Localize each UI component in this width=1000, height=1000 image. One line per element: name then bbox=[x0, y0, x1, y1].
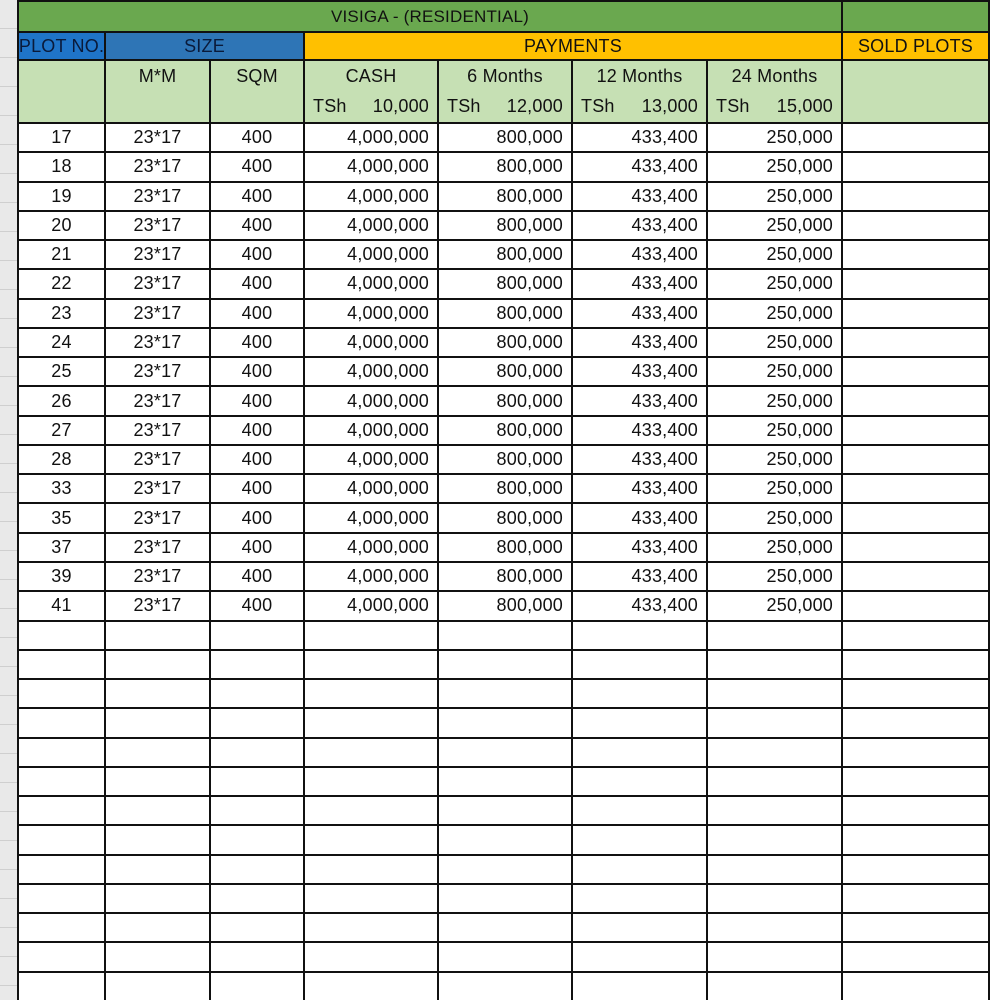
cell-6-months[interactable]: 800,000 bbox=[439, 124, 573, 153]
cell-sold-plots[interactable] bbox=[843, 124, 990, 153]
cell-sold-plots[interactable] bbox=[843, 651, 990, 680]
cell-mm[interactable] bbox=[106, 826, 211, 855]
cell-6-months[interactable]: 800,000 bbox=[439, 183, 573, 212]
cell-24-months[interactable] bbox=[708, 680, 843, 709]
cell-6-months[interactable] bbox=[439, 856, 573, 885]
cell-mm[interactable]: 23*17 bbox=[106, 183, 211, 212]
cell-6-months[interactable] bbox=[439, 943, 573, 972]
cell-12-months[interactable]: 433,400 bbox=[573, 504, 708, 533]
cell-plot-no[interactable]: 28 bbox=[17, 446, 106, 475]
cell-sold-plots[interactable] bbox=[843, 856, 990, 885]
cell-mm[interactable]: 23*17 bbox=[106, 563, 211, 592]
cell-12-months[interactable] bbox=[573, 797, 708, 826]
cell-12-months[interactable] bbox=[573, 856, 708, 885]
cell-sqm[interactable] bbox=[211, 885, 305, 914]
cell-6-months[interactable] bbox=[439, 709, 573, 738]
cell-sold-plots[interactable] bbox=[843, 768, 990, 797]
cell-sqm[interactable] bbox=[211, 651, 305, 680]
cell-cash[interactable]: 4,000,000 bbox=[305, 300, 439, 329]
cell-cash[interactable] bbox=[305, 826, 439, 855]
cell-mm[interactable] bbox=[106, 914, 211, 943]
cell-plot-no[interactable]: 23 bbox=[17, 300, 106, 329]
cell-sold-plots[interactable] bbox=[843, 300, 990, 329]
subheader-cash[interactable]: CASH bbox=[305, 61, 439, 91]
cell-sqm[interactable]: 400 bbox=[211, 417, 305, 446]
cell-plot-no[interactable]: 35 bbox=[17, 504, 106, 533]
cell-6-months[interactable]: 800,000 bbox=[439, 534, 573, 563]
cell-plot-no[interactable] bbox=[17, 856, 106, 885]
cell-sold-plots[interactable] bbox=[843, 563, 990, 592]
cell-plot-no[interactable]: 18 bbox=[17, 153, 106, 182]
cell-24-months[interactable]: 250,000 bbox=[708, 475, 843, 504]
cell-24-months[interactable] bbox=[708, 826, 843, 855]
cell-cash[interactable]: 4,000,000 bbox=[305, 446, 439, 475]
cell-12-months[interactable] bbox=[573, 768, 708, 797]
cell-cash[interactable] bbox=[305, 680, 439, 709]
spreadsheet-grid bbox=[17, 0, 990, 1000]
cell-sqm[interactable] bbox=[211, 709, 305, 738]
cell-12-months[interactable]: 433,400 bbox=[573, 358, 708, 387]
cell-sold-plots[interactable] bbox=[843, 622, 990, 651]
cell-sqm[interactable] bbox=[211, 680, 305, 709]
cell-cash[interactable]: 4,000,000 bbox=[305, 183, 439, 212]
cell-cash[interactable]: 4,000,000 bbox=[305, 417, 439, 446]
cell-mm[interactable]: 23*17 bbox=[106, 212, 211, 241]
cell-12-months[interactable]: 433,400 bbox=[573, 592, 708, 621]
cell-plot-no[interactable] bbox=[17, 651, 106, 680]
cell-12-months[interactable]: 433,400 bbox=[573, 124, 708, 153]
cell-6-months[interactable]: 800,000 bbox=[439, 300, 573, 329]
cell-sold-plots[interactable] bbox=[843, 475, 990, 504]
subheader-12-months[interactable]: 12 Months bbox=[573, 61, 708, 91]
cell-plot-no[interactable] bbox=[17, 622, 106, 651]
cell-plot-no[interactable]: 41 bbox=[17, 592, 106, 621]
cell-24-months[interactable]: 250,000 bbox=[708, 534, 843, 563]
cell-sqm[interactable]: 400 bbox=[211, 504, 305, 533]
cell-plot-no[interactable]: 25 bbox=[17, 358, 106, 387]
cell-24-months[interactable] bbox=[708, 739, 843, 768]
cell-6-months[interactable]: 800,000 bbox=[439, 387, 573, 416]
cell-sqm[interactable] bbox=[211, 797, 305, 826]
cell-sold-plots[interactable] bbox=[843, 973, 990, 1000]
subheader-24-months[interactable]: 24 Months bbox=[708, 61, 843, 91]
cell-cash[interactable]: 4,000,000 bbox=[305, 153, 439, 182]
cell-sold-plots[interactable] bbox=[843, 183, 990, 212]
subheader-plot-blank[interactable] bbox=[17, 61, 106, 91]
cell-plot-no[interactable] bbox=[17, 768, 106, 797]
cell-cash[interactable] bbox=[305, 973, 439, 1000]
cell-24-months[interactable] bbox=[708, 914, 843, 943]
cell-cash[interactable]: 4,000,000 bbox=[305, 212, 439, 241]
cell-sold-plots[interactable] bbox=[843, 885, 990, 914]
rate-12-months[interactable] bbox=[573, 91, 708, 124]
cell-12-months[interactable] bbox=[573, 943, 708, 972]
cell-mm[interactable]: 23*17 bbox=[106, 387, 211, 416]
cell-sold-plots[interactable] bbox=[843, 270, 990, 299]
rate-value: 12,000 bbox=[506, 96, 563, 116]
cell-24-months[interactable]: 250,000 bbox=[708, 387, 843, 416]
rate-6-months[interactable] bbox=[439, 91, 573, 124]
cell-12-months[interactable] bbox=[573, 826, 708, 855]
cell-6-months[interactable]: 800,000 bbox=[439, 358, 573, 387]
cell-sqm[interactable]: 400 bbox=[211, 300, 305, 329]
cell-mm[interactable] bbox=[106, 973, 211, 1000]
cell-6-months[interactable]: 800,000 bbox=[439, 475, 573, 504]
cell-sqm[interactable]: 400 bbox=[211, 475, 305, 504]
cell-6-months[interactable]: 800,000 bbox=[439, 241, 573, 270]
cell-mm[interactable]: 23*17 bbox=[106, 358, 211, 387]
cell-sqm[interactable] bbox=[211, 622, 305, 651]
cell-cash[interactable] bbox=[305, 768, 439, 797]
cell-12-months[interactable]: 433,400 bbox=[573, 300, 708, 329]
cell-24-months[interactable]: 250,000 bbox=[708, 358, 843, 387]
cell-12-months[interactable]: 433,400 bbox=[573, 446, 708, 475]
subheader-mm[interactable]: M*M bbox=[106, 61, 211, 91]
cell-sqm[interactable] bbox=[211, 943, 305, 972]
cell-plot-no[interactable]: 17 bbox=[17, 124, 106, 153]
header-payments[interactable]: PAYMENTS bbox=[305, 33, 843, 61]
cell-12-months[interactable]: 433,400 bbox=[573, 475, 708, 504]
cell-mm[interactable]: 23*17 bbox=[106, 534, 211, 563]
cell-plot-no[interactable] bbox=[17, 739, 106, 768]
cell-sqm[interactable]: 400 bbox=[211, 212, 305, 241]
cell-sold-plots[interactable] bbox=[843, 446, 990, 475]
rate-plot-blank[interactable] bbox=[17, 91, 106, 124]
subheader-sold-blank[interactable] bbox=[843, 61, 990, 91]
cell-sqm[interactable]: 400 bbox=[211, 270, 305, 299]
cell-plot-no[interactable]: 27 bbox=[17, 417, 106, 446]
rate-value: 15,000 bbox=[776, 96, 833, 116]
cell-12-months[interactable]: 433,400 bbox=[573, 329, 708, 358]
header-plot-no[interactable]: PLOT NO. bbox=[17, 33, 106, 61]
cell-sqm[interactable]: 400 bbox=[211, 183, 305, 212]
cell-mm[interactable]: 23*17 bbox=[106, 270, 211, 299]
rate-value: 13,000 bbox=[641, 96, 698, 116]
cell-sold-plots[interactable] bbox=[843, 417, 990, 446]
cell-6-months[interactable] bbox=[439, 826, 573, 855]
cell-cash[interactable]: 4,000,000 bbox=[305, 475, 439, 504]
currency-label: TSh bbox=[447, 96, 481, 116]
cell-12-months[interactable]: 433,400 bbox=[573, 212, 708, 241]
cell-24-months[interactable] bbox=[708, 856, 843, 885]
cell-12-months[interactable]: 433,400 bbox=[573, 417, 708, 446]
rate-mm-blank[interactable] bbox=[106, 91, 211, 124]
cell-sold-plots[interactable] bbox=[843, 358, 990, 387]
cell-sold-plots[interactable] bbox=[843, 504, 990, 533]
currency-label: TSh bbox=[313, 96, 347, 116]
cell-sold-plots[interactable] bbox=[843, 592, 990, 621]
cell-sold-plots[interactable] bbox=[843, 387, 990, 416]
cell-mm[interactable]: 23*17 bbox=[106, 300, 211, 329]
cell-12-months[interactable]: 433,400 bbox=[573, 534, 708, 563]
cell-12-months[interactable] bbox=[573, 885, 708, 914]
cell-12-months[interactable] bbox=[573, 651, 708, 680]
cell-mm[interactable] bbox=[106, 885, 211, 914]
header-sold-plots[interactable]: SOLD PLOTS bbox=[843, 33, 990, 61]
cell-12-months[interactable]: 433,400 bbox=[573, 270, 708, 299]
cell-sqm[interactable] bbox=[211, 739, 305, 768]
cell-6-months[interactable]: 800,000 bbox=[439, 270, 573, 299]
cell-12-months[interactable] bbox=[573, 680, 708, 709]
cell-6-months[interactable]: 800,000 bbox=[439, 592, 573, 621]
cell-mm[interactable] bbox=[106, 943, 211, 972]
cell-12-months[interactable]: 433,400 bbox=[573, 387, 708, 416]
cell-sold-plots[interactable] bbox=[843, 739, 990, 768]
cell-mm[interactable] bbox=[106, 797, 211, 826]
cell-cash[interactable] bbox=[305, 739, 439, 768]
rate-sold-blank[interactable] bbox=[843, 91, 990, 124]
cell-24-months[interactable]: 250,000 bbox=[708, 183, 843, 212]
cell-24-months[interactable] bbox=[708, 885, 843, 914]
cell-cash[interactable]: 4,000,000 bbox=[305, 270, 439, 299]
cell-sold-plots[interactable] bbox=[843, 680, 990, 709]
cell-plot-no[interactable] bbox=[17, 797, 106, 826]
cell-mm[interactable]: 23*17 bbox=[106, 504, 211, 533]
cell-24-months[interactable]: 250,000 bbox=[708, 417, 843, 446]
currency-label: TSh bbox=[581, 96, 615, 116]
cell-6-months[interactable] bbox=[439, 651, 573, 680]
cell-cash[interactable]: 4,000,000 bbox=[305, 358, 439, 387]
cell-cash[interactable]: 4,000,000 bbox=[305, 124, 439, 153]
cell-6-months[interactable]: 800,000 bbox=[439, 563, 573, 592]
cell-mm[interactable]: 23*17 bbox=[106, 329, 211, 358]
cell-cash[interactable] bbox=[305, 622, 439, 651]
rate-value: 10,000 bbox=[372, 96, 429, 116]
cell-cash[interactable]: 4,000,000 bbox=[305, 563, 439, 592]
cell-6-months[interactable]: 800,000 bbox=[439, 504, 573, 533]
cell-sold-plots[interactable] bbox=[843, 826, 990, 855]
cell-6-months[interactable]: 800,000 bbox=[439, 212, 573, 241]
cell-mm[interactable]: 23*17 bbox=[106, 124, 211, 153]
cell-mm[interactable] bbox=[106, 709, 211, 738]
cell-24-months[interactable] bbox=[708, 709, 843, 738]
cell-24-months[interactable]: 250,000 bbox=[708, 270, 843, 299]
title-right-cell[interactable] bbox=[843, 0, 990, 33]
rate-24-months[interactable] bbox=[708, 91, 843, 124]
cell-plot-no[interactable] bbox=[17, 826, 106, 855]
cell-sqm[interactable]: 400 bbox=[211, 358, 305, 387]
cell-12-months[interactable]: 433,400 bbox=[573, 563, 708, 592]
rate-cash[interactable] bbox=[305, 91, 439, 124]
cell-mm[interactable]: 23*17 bbox=[106, 475, 211, 504]
cell-24-months[interactable] bbox=[708, 768, 843, 797]
cell-24-months[interactable] bbox=[708, 973, 843, 1000]
cell-24-months[interactable]: 250,000 bbox=[708, 241, 843, 270]
cell-plot-no[interactable] bbox=[17, 680, 106, 709]
cell-cash[interactable] bbox=[305, 797, 439, 826]
cell-cash[interactable] bbox=[305, 914, 439, 943]
cell-24-months[interactable]: 250,000 bbox=[708, 300, 843, 329]
cell-plot-no[interactable]: 21 bbox=[17, 241, 106, 270]
cell-sqm[interactable]: 400 bbox=[211, 329, 305, 358]
cell-mm[interactable] bbox=[106, 680, 211, 709]
cell-plot-no[interactable]: 39 bbox=[17, 563, 106, 592]
cell-plot-no[interactable] bbox=[17, 943, 106, 972]
cell-sqm[interactable] bbox=[211, 973, 305, 1000]
cell-sqm[interactable]: 400 bbox=[211, 153, 305, 182]
header-size[interactable]: SIZE bbox=[106, 33, 305, 61]
cell-6-months[interactable] bbox=[439, 973, 573, 1000]
cell-sold-plots[interactable] bbox=[843, 943, 990, 972]
cell-24-months[interactable]: 250,000 bbox=[708, 446, 843, 475]
cell-sqm[interactable]: 400 bbox=[211, 563, 305, 592]
cell-sqm[interactable] bbox=[211, 826, 305, 855]
cell-24-months[interactable]: 250,000 bbox=[708, 212, 843, 241]
sheet-title[interactable]: VISIGA - (RESIDENTIAL) bbox=[17, 0, 843, 33]
cell-sqm[interactable]: 400 bbox=[211, 534, 305, 563]
cell-sqm[interactable]: 400 bbox=[211, 446, 305, 475]
cell-mm[interactable] bbox=[106, 651, 211, 680]
cell-plot-no[interactable]: 22 bbox=[17, 270, 106, 299]
cell-mm[interactable]: 23*17 bbox=[106, 241, 211, 270]
subheader-6-months[interactable]: 6 Months bbox=[439, 61, 573, 91]
cell-24-months[interactable] bbox=[708, 622, 843, 651]
cell-plot-no[interactable]: 24 bbox=[17, 329, 106, 358]
cell-12-months[interactable] bbox=[573, 739, 708, 768]
cell-plot-no[interactable]: 20 bbox=[17, 212, 106, 241]
cell-6-months[interactable] bbox=[439, 622, 573, 651]
cell-sqm[interactable] bbox=[211, 768, 305, 797]
cell-12-months[interactable] bbox=[573, 709, 708, 738]
cell-mm[interactable]: 23*17 bbox=[106, 417, 211, 446]
cell-sqm[interactable] bbox=[211, 914, 305, 943]
cell-6-months[interactable] bbox=[439, 768, 573, 797]
currency-label: TSh bbox=[716, 96, 750, 116]
cell-12-months[interactable] bbox=[573, 914, 708, 943]
cell-mm[interactable] bbox=[106, 768, 211, 797]
cell-mm[interactable]: 23*17 bbox=[106, 153, 211, 182]
cell-plot-no[interactable] bbox=[17, 914, 106, 943]
cell-6-months[interactable]: 800,000 bbox=[439, 153, 573, 182]
cell-6-months[interactable] bbox=[439, 885, 573, 914]
cell-12-months[interactable]: 433,400 bbox=[573, 153, 708, 182]
cell-cash[interactable]: 4,000,000 bbox=[305, 387, 439, 416]
cell-6-months[interactable] bbox=[439, 914, 573, 943]
cell-6-months[interactable] bbox=[439, 739, 573, 768]
cell-cash[interactable] bbox=[305, 651, 439, 680]
cell-6-months[interactable] bbox=[439, 797, 573, 826]
cell-sqm[interactable] bbox=[211, 856, 305, 885]
cell-cash[interactable] bbox=[305, 856, 439, 885]
cell-sqm[interactable]: 400 bbox=[211, 387, 305, 416]
cell-24-months[interactable]: 250,000 bbox=[708, 592, 843, 621]
cell-cash[interactable]: 4,000,000 bbox=[305, 534, 439, 563]
cell-mm[interactable] bbox=[106, 739, 211, 768]
cell-12-months[interactable]: 433,400 bbox=[573, 241, 708, 270]
cell-sold-plots[interactable] bbox=[843, 914, 990, 943]
cell-plot-no[interactable]: 37 bbox=[17, 534, 106, 563]
cell-sold-plots[interactable] bbox=[843, 709, 990, 738]
cell-24-months[interactable] bbox=[708, 651, 843, 680]
cell-24-months[interactable]: 250,000 bbox=[708, 504, 843, 533]
cell-cash[interactable]: 4,000,000 bbox=[305, 592, 439, 621]
subheader-sqm[interactable]: SQM bbox=[211, 61, 305, 91]
cell-24-months[interactable]: 250,000 bbox=[708, 563, 843, 592]
cell-plot-no[interactable] bbox=[17, 973, 106, 1000]
cell-sqm[interactable]: 400 bbox=[211, 592, 305, 621]
cell-plot-no[interactable] bbox=[17, 885, 106, 914]
cell-sqm[interactable]: 400 bbox=[211, 124, 305, 153]
cell-cash[interactable] bbox=[305, 943, 439, 972]
cell-24-months[interactable]: 250,000 bbox=[708, 153, 843, 182]
cell-6-months[interactable] bbox=[439, 680, 573, 709]
cell-mm[interactable]: 23*17 bbox=[106, 592, 211, 621]
cell-mm[interactable] bbox=[106, 622, 211, 651]
row-header-gutter bbox=[0, 0, 18, 1000]
cell-sold-plots[interactable] bbox=[843, 329, 990, 358]
cell-sold-plots[interactable] bbox=[843, 153, 990, 182]
cell-plot-no[interactable]: 19 bbox=[17, 183, 106, 212]
cell-mm[interactable]: 23*17 bbox=[106, 446, 211, 475]
cell-plot-no[interactable] bbox=[17, 709, 106, 738]
cell-24-months[interactable] bbox=[708, 943, 843, 972]
cell-plot-no[interactable]: 26 bbox=[17, 387, 106, 416]
cell-sold-plots[interactable] bbox=[843, 212, 990, 241]
cell-sqm[interactable]: 400 bbox=[211, 241, 305, 270]
cell-6-months[interactable]: 800,000 bbox=[439, 446, 573, 475]
cell-cash[interactable]: 4,000,000 bbox=[305, 329, 439, 358]
cell-sold-plots[interactable] bbox=[843, 241, 990, 270]
cell-cash[interactable] bbox=[305, 885, 439, 914]
cell-cash[interactable] bbox=[305, 709, 439, 738]
cell-24-months[interactable] bbox=[708, 797, 843, 826]
cell-6-months[interactable]: 800,000 bbox=[439, 329, 573, 358]
rate-sqm-blank[interactable] bbox=[211, 91, 305, 124]
cell-sold-plots[interactable] bbox=[843, 534, 990, 563]
cell-6-months[interactable]: 800,000 bbox=[439, 417, 573, 446]
cell-12-months[interactable] bbox=[573, 973, 708, 1000]
cell-plot-no[interactable]: 33 bbox=[17, 475, 106, 504]
cell-12-months[interactable]: 433,400 bbox=[573, 183, 708, 212]
cell-cash[interactable]: 4,000,000 bbox=[305, 241, 439, 270]
cell-sold-plots[interactable] bbox=[843, 797, 990, 826]
cell-24-months[interactable]: 250,000 bbox=[708, 124, 843, 153]
cell-mm[interactable] bbox=[106, 856, 211, 885]
cell-12-months[interactable] bbox=[573, 622, 708, 651]
cell-cash[interactable]: 4,000,000 bbox=[305, 504, 439, 533]
cell-24-months[interactable]: 250,000 bbox=[708, 329, 843, 358]
